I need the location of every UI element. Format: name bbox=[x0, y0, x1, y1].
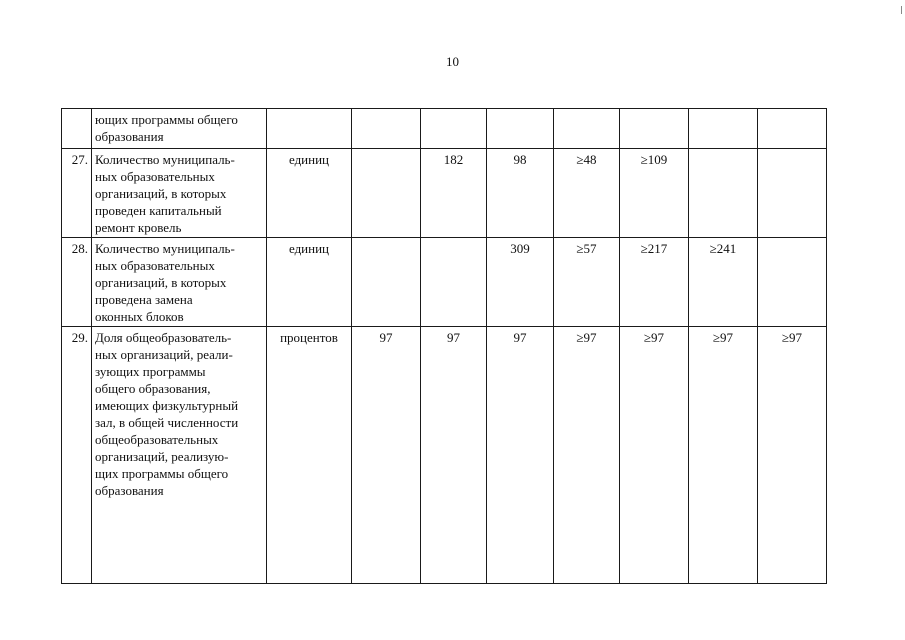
table-body bbox=[62, 109, 827, 584]
indicator-name-line: зующих программы bbox=[95, 364, 206, 379]
value-cell: 97 bbox=[421, 327, 487, 584]
table-row bbox=[62, 238, 827, 327]
value-cell: ≥217 bbox=[620, 238, 689, 327]
value-cell bbox=[554, 109, 620, 149]
indicator-name-line: ных организаций, реали- bbox=[95, 347, 233, 362]
table-row bbox=[62, 149, 827, 238]
row-number-cell: 27. bbox=[62, 149, 92, 238]
unit-cell: единиц bbox=[267, 238, 352, 327]
indicator-name-line: образования bbox=[95, 483, 164, 498]
indicator-name-line: зал, в общей численности bbox=[95, 415, 239, 430]
indicator-name-line: Количество муниципаль- bbox=[95, 241, 235, 256]
indicator-name-cell bbox=[92, 109, 267, 149]
row-number-cell: 29. bbox=[62, 327, 92, 584]
value-cell bbox=[620, 109, 689, 149]
indicator-name-line: ных образовательных bbox=[95, 169, 215, 184]
value-cell bbox=[352, 149, 421, 238]
page-number: 10 bbox=[446, 54, 459, 69]
value-cell bbox=[421, 109, 487, 149]
value-cell: 97 bbox=[352, 327, 421, 584]
value-cell: ≥97 bbox=[689, 327, 758, 584]
scan-edge-mark bbox=[901, 6, 902, 14]
value-cell: ≥48 bbox=[554, 149, 620, 238]
value-cell bbox=[758, 109, 827, 149]
value-cell: ≥97 bbox=[620, 327, 689, 584]
value-cell bbox=[689, 149, 758, 238]
indicator-name-line: ремонт кровель bbox=[95, 220, 182, 235]
value-cell: 309 bbox=[487, 238, 554, 327]
value-cell: ≥57 bbox=[554, 238, 620, 327]
value-cell bbox=[487, 109, 554, 149]
indicator-name-line: имеющих физкультурный bbox=[95, 398, 239, 413]
indicator-name-line: проведена замена bbox=[95, 292, 193, 307]
indicator-name-line: оконных блоков bbox=[95, 309, 184, 324]
value-cell bbox=[689, 109, 758, 149]
value-cell bbox=[352, 109, 421, 149]
indicator-name-cell bbox=[92, 327, 267, 584]
value-cell: ≥241 bbox=[689, 238, 758, 327]
indicator-name-line: ных образовательных bbox=[95, 258, 215, 273]
unit-cell: процентов bbox=[267, 327, 352, 584]
indicator-name-line: общеобразовательных bbox=[95, 432, 219, 447]
indicator-name-line: Количество муниципаль- bbox=[95, 152, 235, 167]
indicator-name-line: организаций, в которых bbox=[95, 186, 227, 201]
value-cell: ≥109 bbox=[620, 149, 689, 238]
indicator-name-line: Доля общеобразователь- bbox=[95, 330, 232, 345]
unit-cell bbox=[267, 109, 352, 149]
value-cell bbox=[352, 238, 421, 327]
row-number-cell: 28. bbox=[62, 238, 92, 327]
indicator-name-cell bbox=[92, 238, 267, 327]
indicator-name-line: общего образования, bbox=[95, 381, 211, 396]
indicator-name-line: проведен капитальный bbox=[95, 203, 222, 218]
table-row bbox=[62, 109, 827, 149]
indicator-name-line: образования bbox=[95, 129, 164, 144]
value-cell: 182 bbox=[421, 149, 487, 238]
unit-cell: единиц bbox=[267, 149, 352, 238]
value-cell bbox=[758, 238, 827, 327]
indicator-name-line: щих программы общего bbox=[95, 466, 229, 481]
indicator-name-cell bbox=[92, 149, 267, 238]
value-cell: 97 bbox=[487, 327, 554, 584]
value-cell bbox=[421, 238, 487, 327]
table-row bbox=[62, 327, 827, 584]
indicator-name-line: организаций, в которых bbox=[95, 275, 227, 290]
value-cell: ≥97 bbox=[758, 327, 827, 584]
row-number-cell bbox=[62, 109, 92, 149]
value-cell bbox=[758, 149, 827, 238]
value-cell: 98 bbox=[487, 149, 554, 238]
value-cell: ≥97 bbox=[554, 327, 620, 584]
indicators-table bbox=[61, 108, 827, 584]
indicator-name-line: организаций, реализую- bbox=[95, 449, 229, 464]
indicator-name-line: ющих программы общего bbox=[95, 112, 238, 127]
